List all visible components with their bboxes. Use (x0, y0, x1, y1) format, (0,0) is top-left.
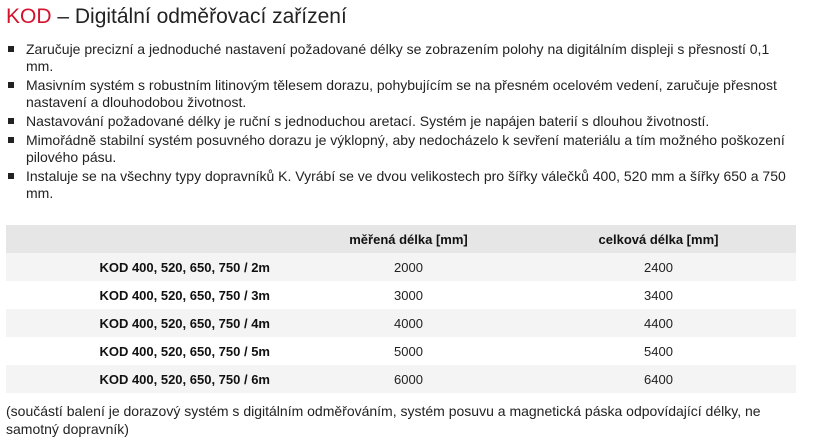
measured-length-cell: 5000 (394, 343, 423, 359)
title-text: – Digitální odměřovací zařízení (51, 5, 347, 28)
square-bullet-icon (8, 46, 14, 52)
model-cell: KOD 400, 520, 650, 750 / 2m (99, 259, 270, 275)
feature-list (6, 41, 796, 204)
feature-text: Zaručuje precizní a jednoduché nastavení požadované délky se zobrazením polohy na digitálním displeji s přesností 0,1 mm. (26, 41, 770, 74)
total-length-cell: 2400 (644, 259, 673, 275)
total-length-cell: 6400 (644, 371, 673, 387)
model-cell: KOD 400, 520, 650, 750 / 5m (99, 343, 270, 359)
table-row (6, 253, 796, 281)
table-row (6, 337, 796, 365)
feature-text: Mimořádně stabilní systém posuvného dorazu je výklopný, aby nedocházelo k sevření materiálu a tím možného poškození pilového pásu. (26, 132, 785, 165)
feature-item (6, 41, 796, 75)
header-measured-length: měřená délka [mm] (349, 231, 468, 247)
total-length-cell: 3400 (644, 287, 673, 303)
feature-item (6, 77, 796, 111)
header-total-length: celková délka [mm] (598, 231, 719, 247)
spec-table (6, 225, 796, 393)
measured-length-cell: 3000 (394, 287, 423, 303)
table-row (6, 281, 796, 309)
total-length-cell: 4400 (644, 315, 673, 331)
measured-length-cell: 6000 (394, 371, 423, 387)
package-note: (součástí balení je dorazový systém s digitálním odměřováním, systém posuvu a magnetická páska odpovídající délky, ne samotný dopravník) (6, 403, 761, 437)
table-row (6, 365, 796, 393)
measured-length-cell: 4000 (394, 315, 423, 331)
header-model (6, 225, 296, 253)
square-bullet-icon (8, 118, 14, 124)
model-cell: KOD 400, 520, 650, 750 / 3m (99, 287, 270, 303)
page-title (6, 4, 347, 30)
square-bullet-icon (8, 82, 14, 88)
square-bullet-icon (8, 137, 14, 143)
feature-item (6, 113, 796, 130)
total-length-cell: 5400 (644, 343, 673, 359)
measured-length-cell: 2000 (394, 259, 423, 275)
model-cell: KOD 400, 520, 650, 750 / 6m (99, 371, 270, 387)
feature-item (6, 132, 796, 166)
square-bullet-icon (8, 173, 14, 179)
feature-text: Masivním systém s robustním litinovým tělesem dorazu, pohybujícím se na přesném ocelovém vedení, zaručuje přesnost nastavení a dlouhodobou životnost. (26, 77, 777, 110)
table-header-row (6, 225, 796, 253)
feature-item (6, 168, 796, 202)
model-cell: KOD 400, 520, 650, 750 / 4m (99, 315, 270, 331)
product-code: KOD (6, 5, 52, 28)
feature-text: Nastavování požadované délky je ruční s jednoduchou aretací. Systém je napájen baterií s dlouhou životností. (26, 113, 710, 129)
table-row (6, 309, 796, 337)
feature-text: Instaluje se na všechny typy dopravníků K. Vyrábí se ve dvou velikostech pro šířky válečků 400, 520 mm a šířky 650 a 750 mm. (26, 168, 786, 201)
